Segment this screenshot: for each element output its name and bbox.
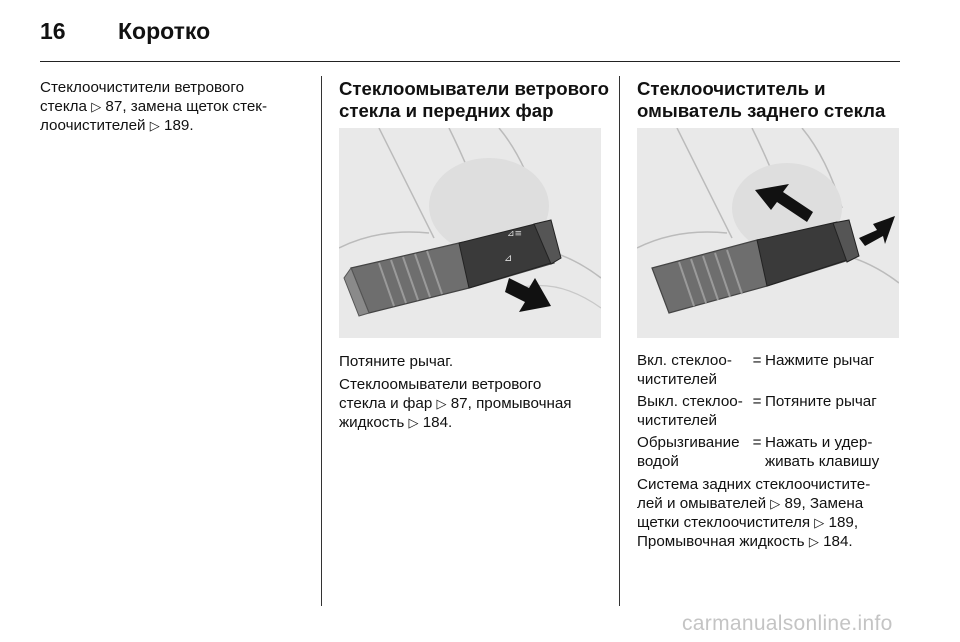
- function-label: Выкл. стеклоо- чистителей: [637, 393, 743, 429]
- lever-push-diagram: [637, 128, 899, 338]
- wipers-cross-reference: Стеклоочистители ветрового стекла ▷ 87, замена щеток стек- лоочистителей ▷ 189.: [40, 79, 268, 134]
- page-ref-link[interactable]: 189: [164, 117, 190, 134]
- page-ref-link[interactable]: 89: [784, 495, 802, 512]
- function-action: Потяните рычаг: [765, 393, 877, 410]
- table-row: [637, 433, 899, 474]
- page-ref-icon: ▷: [408, 415, 419, 430]
- rear-wiper-functions-table: [637, 351, 899, 474]
- header-rule: [40, 61, 900, 62]
- page-ref-icon: ▷: [436, 396, 447, 411]
- function-label: Вкл. стеклоо- чистителей: [637, 352, 732, 388]
- lever-pull-diagram: [339, 128, 601, 338]
- page-ref-link[interactable]: 184: [422, 414, 449, 431]
- page-ref-icon: ▷: [814, 515, 825, 530]
- page-ref-icon: ▷: [770, 496, 781, 511]
- section-heading-rear-wiper: Стеклоочиститель и омыватель заднего стекла: [637, 78, 886, 121]
- page-ref-link[interactable]: 189: [828, 514, 854, 531]
- section-heading-front-washer: Стеклоомыватели ветрового стекла и передних фар: [339, 78, 609, 121]
- rear-wiper-lever-illustration: [637, 128, 899, 338]
- column-divider-2: [619, 76, 620, 606]
- svg-text:⊿≡: ⊿≡: [507, 229, 523, 239]
- pull-lever-caption: Потяните рычаг.: [339, 353, 454, 370]
- front-washer-lever-illustration: [339, 128, 601, 338]
- rear-wiper-cross-reference: Система задних стеклоочистите- лей и омывателей ▷ 89, Замена щетки стеклоочистителя ▷ 189, Промывочная жидкость ▷ 184.: [637, 476, 871, 550]
- page-number: 16: [40, 18, 66, 44]
- page-ref-link[interactable]: 184: [823, 533, 849, 550]
- equals-sign: =: [752, 352, 762, 369]
- function-label: Обрызгивание водой: [637, 434, 740, 470]
- function-action: Нажать и удер- живать клавишу: [765, 434, 880, 470]
- page-title: Коротко: [118, 18, 211, 44]
- svg-text:⊿: ⊿: [504, 253, 513, 264]
- page-ref-link[interactable]: 87: [450, 395, 468, 412]
- page-ref-icon: ▷: [91, 99, 102, 114]
- function-action: Нажмите рычаг: [765, 352, 875, 369]
- page-ref-icon: ▷: [808, 534, 819, 549]
- front-washer-cross-reference: Стеклоомыватели ветрового стекла и фар ▷ 87, промывочная жидкость ▷ 184.: [339, 376, 572, 431]
- table-row: [637, 351, 899, 392]
- page-ref-icon: ▷: [149, 118, 160, 133]
- equals-sign: =: [752, 434, 762, 451]
- watermark: carmanualsonline.info: [682, 612, 893, 635]
- equals-sign: =: [752, 393, 762, 410]
- table-row: [637, 392, 899, 433]
- column-divider-1: [321, 76, 322, 606]
- page-ref-link[interactable]: 87: [105, 98, 123, 115]
